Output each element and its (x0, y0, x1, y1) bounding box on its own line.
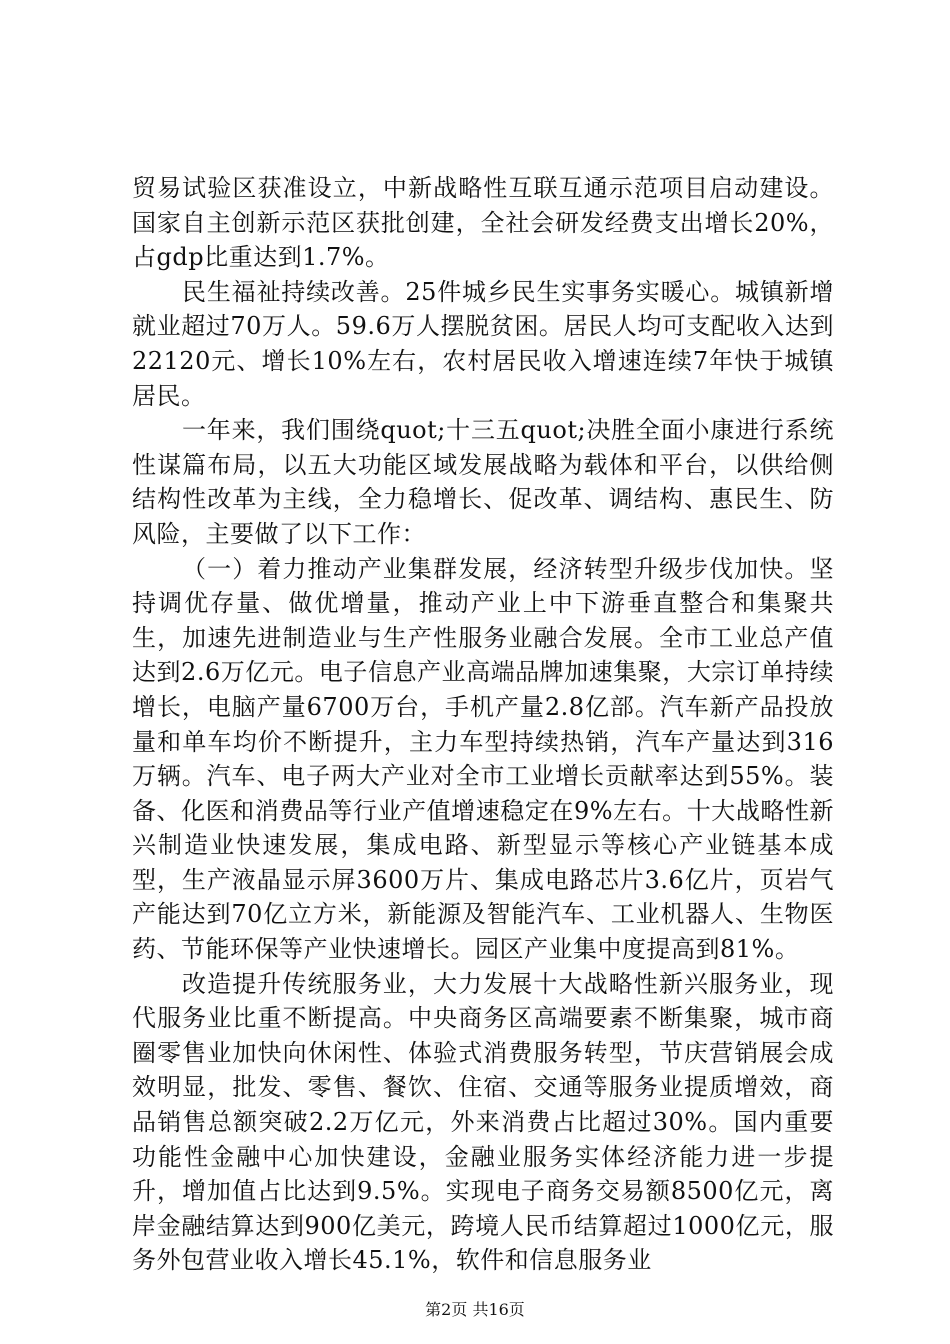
page-footer: 第2页 共16页 (425, 1300, 525, 1319)
paragraph-services: 改造提升传统服务业，大力发展十大战略性新兴服务业，现代服务业比重不断提高。中央商务区高端要素不断集聚，城市商圈零售业加快向休闲性、体验式消费服务转型，节庆营销展会成效明显，批发、零售、餐饮、住宿、交通等服务业提质增效，商品销售总额突破2.2万亿元，外来消费占比超过30%。国内重要功能性金融中心加快建设，金融业服务实体经济能力进一步提升，增加值占比达到9.5%。实现电子商务交易额8500亿元，离岸金融结算达到900亿美元，跨境人民币结算超过1000亿元，服务外包营业收入增长45.1%，软件和信息服务业 (132, 969, 834, 1275)
paragraph-year-review: 一年来，我们围绕quot;十三五quot;决胜全面小康进行系统性谋篇布局，以五大功能区域发展战略为载体和平台，以供给侧结构性改革为主线，全力稳增长、促改革、调结构、惠民生、防风险，主要做了以下工作： (132, 416, 834, 548)
body-text (132, 171, 834, 1278)
paragraph-livelihood: 民生福祉持续改善。25件城乡民生实事务实暖心。城镇新增就业超过70万人。59.6万人摆脱贫困。居民人均可支配收入达到22120元、增长10%左右，农村居民收入增速连续7年快于城镇居民。 (132, 277, 834, 410)
paragraph-continued: 贸易试验区获准设立，中新战略性互联互通示范项目启动建设。国家自主创新示范区获批创建，全社会研发经费支出增长20%，占gdp比重达到1.7%。 (132, 174, 834, 272)
paragraph-industry-cluster: （一）着力推动产业集群发展，经济转型升级步伐加快。坚持调优存量、做优增量，推动产业上中下游垂直整合和集聚共生，加速先进制造业与生产性服务业融合发展。全市工业总产值达到2.6万亿元。电子信息产业高端品牌加速集聚，大宗订单持续增长，电脑产量6700万台，手机产量2.8亿部。汽车新产品投放量和单车均价不断提升，主力车型持续热销，汽车产量达到316万辆。汽车、电子两大产业对全市工业增长贡献率达到55%。装备、化医和消费品等行业产值增速稳定在9%左右。十大战略性新兴制造业快速发展，集成电路、新型显示等核心产业链基本成型，生产液晶显示屏3600万片、集成电路芯片3.6亿片，页岩气产能达到70亿立方米，新能源及智能汽车、工业机器人、生物医药、节能环保等产业快速增长。园区产业集中度提高到81%。 (132, 554, 834, 964)
